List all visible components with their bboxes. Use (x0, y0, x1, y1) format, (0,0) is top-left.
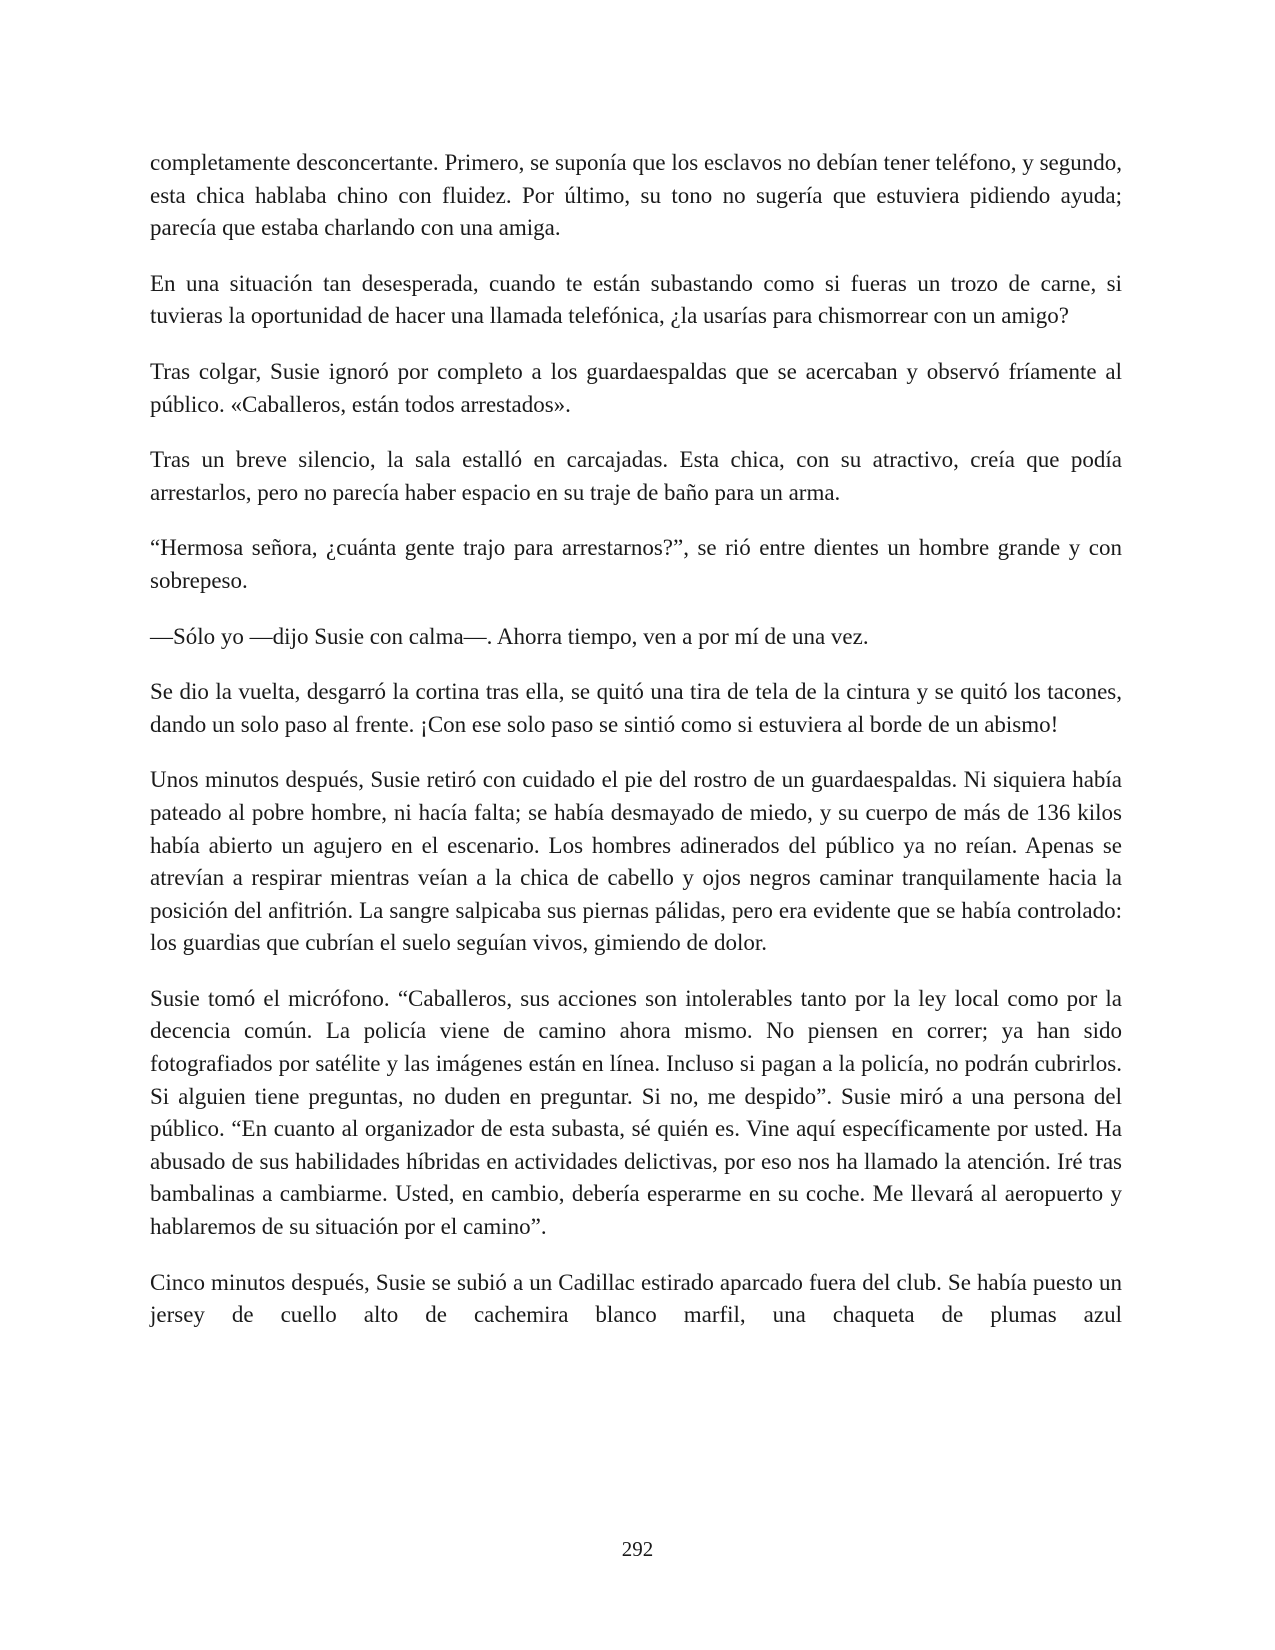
paragraph-10: Cinco minutos después, Susie se subió a un Cadillac estirado aparcado fuera del club. Se había puesto un jersey de cuello alto de cachemira blanco marfil, una chaqueta de plumas azul (150, 1269, 1122, 1328)
paragraph-9: Susie tomó el micrófono. “Caballeros, sus acciones son intolerables tanto por la ley local como por la decencia común. La policía viene de camino ahora mismo. No piensen en correr; ya han sido fotografiados por satélite y las imágenes están en línea. Incluso si pagan a la policía, no podrán cubrirlos. Si alguien tiene preguntas, no duden en preguntar. Si no, me despido”. Susie miró a una persona del público. “En cuanto al organizador de esta subasta, sé quién es. Vine aquí específicamente por usted. Ha abusado de sus habilidades híbridas en actividades delictivas, por eso nos ha llamado la atención. Iré tras bambalinas a cambiarme. Usted, en cambio, debería esperarme en su coche. Me llevará al aeropuerto y hablaremos de su situación por el camino”. (150, 985, 1122, 1240)
paragraph-4: Tras un breve silencio, la sala estalló en carcajadas. Esta chica, con su atractivo, creía que podía arrestarlos, pero no parecía haber espacio en su traje de baño para un arma. (150, 447, 1122, 505)
paragraph-6: —Sólo yo —dijo Susie con calma—. Ahorra tiempo, ven a por mí de una vez. (150, 623, 869, 649)
paragraph-3: Tras colgar, Susie ignoró por completo a los guardaespaldas que se acercaban y observó fríamente al público. «Caballeros, están todos arrestados». (150, 358, 1122, 417)
paragraph-7: Se dio la vuelta, desgarró la cortina tras ella, se quitó una tira de tela de la cintura y se quitó los tacones, dando un solo paso al frente. ¡Con ese solo paso se sintió como si estuviera al borde de un abismo! (150, 679, 1122, 737)
paragraph-2: En una situación tan desesperada, cuando te están subastando como si fueras un trozo de carne, si tuvieras la oportunidad de hacer una llamada telefónica, ¿la usarías para chismorrear con un amigo? (150, 270, 1122, 329)
paragraph-5: “Hermosa señora, ¿cuánta gente trajo para arrestarnos?”, se rió entre dientes un hombre grande y con sobrepeso. (150, 535, 1122, 593)
paragraph-8: Unos minutos después, Susie retiró con cuidado el pie del rostro de un guardaespaldas. Ni siquiera había pateado al pobre hombre, ni hacía falta; se había desmayado de miedo, y su cuerpo de más de 136 kilos había abierto un agujero en el escenario. Los hombres adinerados del público ya no reían. Apenas se atrevían a respirar mientras veían a la chica de cabello y ojos negros caminar tranquilamente hacia la posición del anfitrión. La sangre salpicaba sus piernas pálidas, pero era evidente que se había controlado: los guardias que cubrían el suelo seguían vivos, gimiendo de dolor. (150, 767, 1122, 956)
page-number: 292 (621, 1537, 654, 1561)
paragraph-1: completamente desconcertante. Primero, se suponía que los esclavos no debían tener teléfono, y segundo, esta chica hablaba chino con fluidez. Por último, su tono no sugería que estuviera pidiendo ayuda; parecía que estaba charlando con una amiga. (150, 150, 1122, 241)
body-text (150, 147, 1122, 1355)
